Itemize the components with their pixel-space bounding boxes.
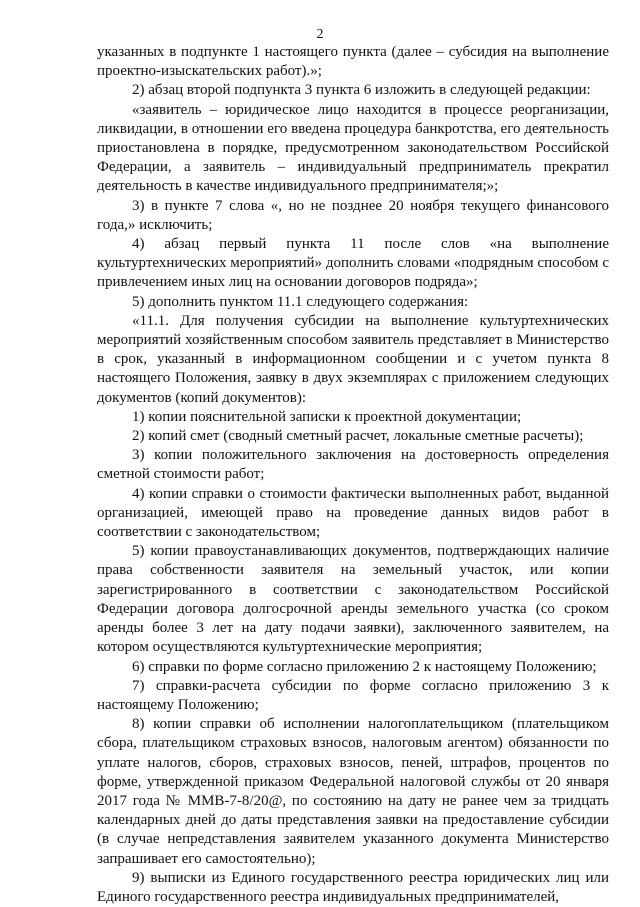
- list-item-7: 7) справки-расчета субсидии по форме согласно приложению 3 к настоящему Положению;: [97, 677, 609, 713]
- paragraph-quote-applicant: «заявитель – юридическое лицо находится в процессе реорганизации, ликвидации, в отношении его введена процедура банкротства, его деятельность приостановлена в порядке, предусмотренном законодательством Российской Федерации, а заявитель – индивидуальный предприниматель прекратил деятельность в качестве индивидуального предпринимателя;»;: [97, 101, 609, 195]
- list-item-3: 3) копии положительного заключения на достоверность определения сметной стоимости работ;: [97, 447, 609, 483]
- paragraph-continuation: указанных в подпункте 1 настоящего пункта (далее – субсидия на выполнение проектно-изыскательских работ).»;: [97, 44, 609, 80]
- list-item-5: 5) копии правоустанавливающих документов, подтверждающих наличие права собственности заявителя на земельный участок, или копии зарегистрированного в соответствии с законодательством Российской Федерации договора долгосрочной аренды земельного участка (со сроком аренды более 3 лет на дату подачи заявки), заключенного заявителем, на котором осуществляются культуртехнические мероприятия;: [97, 543, 609, 656]
- paragraph-clause-11-1: «11.1. Для получения субсидии на выполнение культуртехнических мероприятий хозяйственным способом заявитель представляет в Министерство в срок, указанный в информационном сообщении и с учетом пункта 8 настоящего Положения, заявку в двух экземплярах с приложением следующих документов (копий документов):: [97, 312, 609, 406]
- paragraph-item-2: 2) абзац второй подпункта 3 пункта 6 изложить в следующей редакции:: [132, 82, 591, 99]
- list-item-9: 9) выписки из Единого государственного реестра юридических лиц или Единого государственного реестра индивидуальных предпринимателей,: [97, 869, 609, 905]
- list-item-2: 2) копий смет (сводный сметный расчет, локальные сметные расчеты);: [132, 428, 584, 445]
- paragraph-item-3: 3) в пункте 7 слова «, но не позднее 20 ноября текущего финансового года,» исключить;: [97, 197, 609, 233]
- list-item-1: 1) копии пояснительной записки к проектной документации;: [132, 408, 522, 425]
- paragraph-item-5: 5) дополнить пунктом 11.1 следующего содержания:: [132, 293, 469, 310]
- list-item-4: 4) копии справки о стоимости фактически выполненных работ, выданной организацией, имеющей право на проведение данных видов работ в соответствии с законодательством;: [97, 485, 609, 541]
- paragraph-item-4: 4) абзац первый пункта 11 после слов «на выполнение культуртехнических мероприятий» дополнить словами «подрядным способом с привлечением иных лиц на основании договоров подряда»;: [97, 236, 609, 291]
- page-number: 2: [316, 27, 324, 42]
- list-item-6: 6) справки по форме согласно приложению 2 к настоящему Положению;: [132, 658, 597, 675]
- document-body: [97, 43, 609, 907]
- list-item-8: 8) копии справки об исполнении налогоплательщиком (плательщиком сбора, плательщиком страховых взносов, налоговым агентом) обязанности по уплате налогов, сборов, страховых взносов, пеней, штрафов, процентов по форме, утвержденной приказом Федеральной налоговой службы от 20 января 2017 года № ММВ-7-8/20@, по состоянию на дату не ранее чем за тридцать календарных дней до даты представления заявки на предоставление субсидии (в случае непредставления заявителем указанного документа Министерство запрашивает его самостоятельно);: [97, 716, 609, 867]
